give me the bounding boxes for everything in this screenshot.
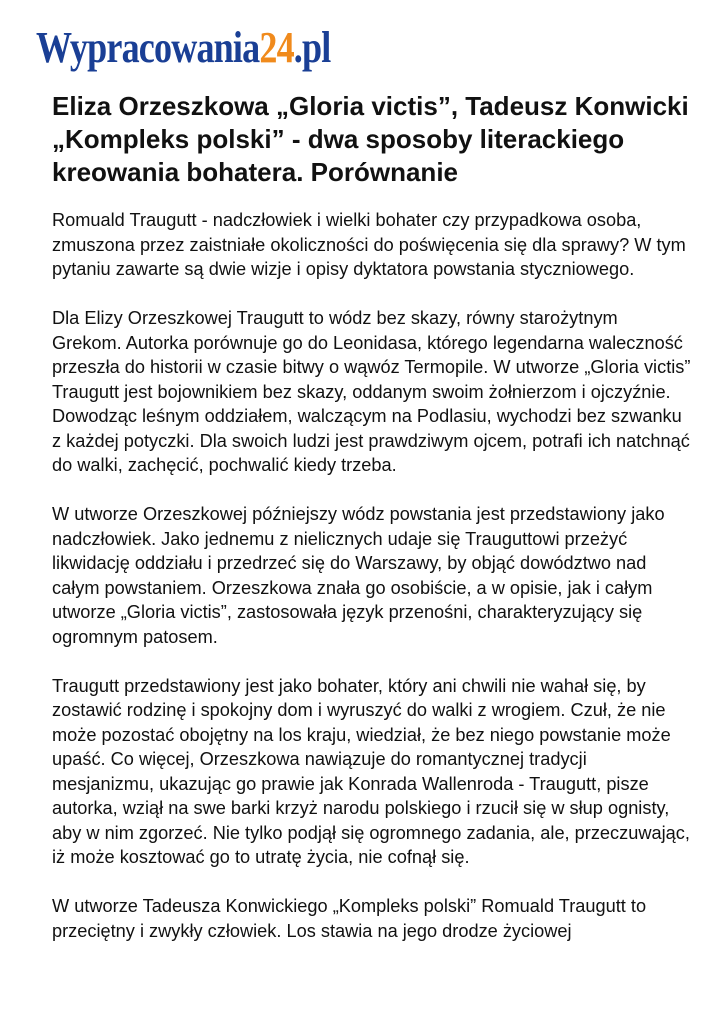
logo-domain-suffix: .pl: [293, 23, 331, 72]
article-body: [52, 208, 692, 968]
site-logo[interactable]: [36, 18, 330, 78]
article-title: Eliza Orzeszkowa „Gloria victis”, Tadeusz Konwicki „Kompleks polski” - dwa sposoby literackiego kreowania bohatera. Porównanie: [52, 91, 689, 187]
article-paragraph: Dla Elizy Orzeszkowej Traugutt to wódz bez skazy, równy starożytnym Grekom. Autorka porównuje go do Leonidasa, którego legendarna waleczność przeszła do historii w czasie bitwy o wąwóz Termopile. W utworze „Gloria victis” Traugutt jest bojownikiem bez skazy, oddanym swoim żołnierzom i ojczyźnie. Dowodząc leśnym oddziałem, walczącym na Podlasiu, wychodzi bez szwanku z każdej potyczki. Dla swoich ludzi jest prawdziwym ojcem, potrafi ich natchnąć do walki, zachęcić, pochwalić kiedy trzeba.: [52, 308, 691, 475]
article-paragraph: Traugutt przedstawiony jest jako bohater, który ani chwili nie wahał się, by zostawić rodzinę i spokojny dom i wyruszyć do walki z wrogiem. Czuł, że nie może pozostać obojętny na los kraju, wiedział, że bez niego powstanie może upaść. Co więcej, Orzeszkowa nawiązuje do romantycznej tradycji mesjanizmu, ukazując go prawie jak Konrada Wallenroda - Traugutt, pisze autorka, wziął na swe barki krzyż narodu polskiego i rzucił się w słup ognisty, aby w nim zgorzeć. Nie tylko podjął się ogromnego zadania, ale, przeczuwając, iż może kosztować go to utratę życia, nie cofnął się.: [52, 675, 690, 867]
article-paragraph: W utworze Orzeszkowej późniejszy wódz powstania jest przedstawiony jako nadczłowiek. Jako jednemu z nielicznych udaje się Trauguttowi przeżyć likwidację oddziału i przedrzeć się do Warszawy, by objąć dowództwo nad całym powstaniem. Orzeszkowa znała go osobiście, a w opisie, jak i całym utworze „Gloria victis”, zastosowała język przenośni, charakteryzujący się ogromnym patosem.: [52, 504, 665, 647]
logo-brand-text: Wypracowania: [36, 23, 260, 72]
article-paragraph: Romuald Traugutt - nadczłowiek i wielki bohater czy przypadkowa osoba, zmuszona przez zaistniałe okoliczności do poświęcenia się dla sprawy? W tym pytaniu zawarte są dwie wizje i opisy dyktatora powstania styczniowego.: [52, 210, 686, 279]
logo-number-text: 24: [259, 23, 294, 72]
article-paragraph: W utworze Tadeusza Konwickiego „Kompleks polski” Romuald Traugutt to przeciętny i zwykły człowiek. Los stawia na jego drodze życiowej: [52, 896, 647, 941]
